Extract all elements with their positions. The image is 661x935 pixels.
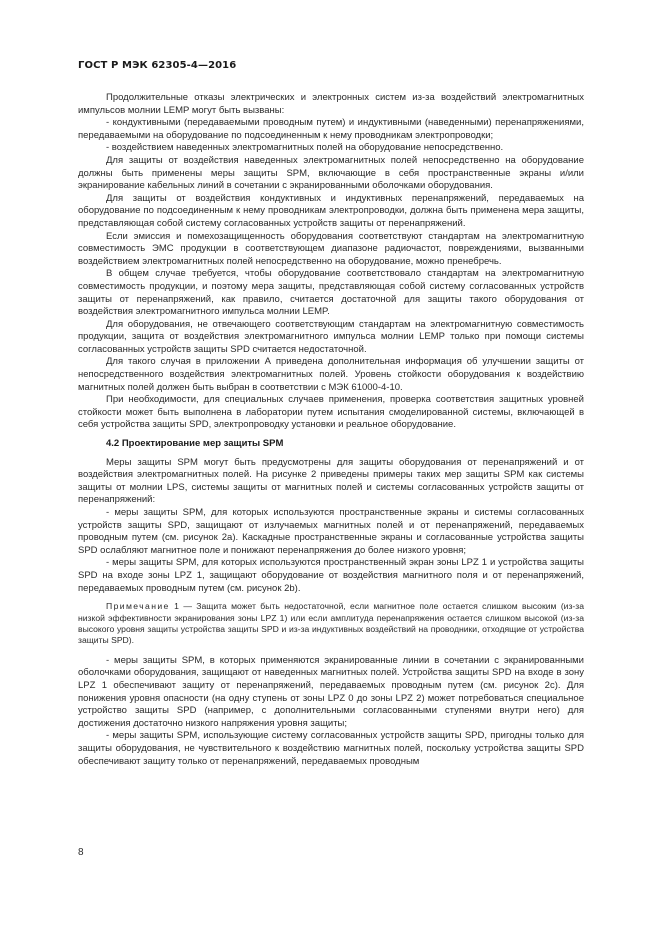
- list-item: - меры защиты SPM, для которых используются пространственные экраны и системы согласованных устройств защиты SPD, защищают от излучаемых магнитных полей и от перенапряжений, передаваемых проводным путем (см. рисунок 2a). Каскадные пространственные экраны и согласованные устройства защиты SPD ослабляют магнитное поле и понижают перенапряжения до более низкого уровня;: [78, 507, 584, 556]
- paragraph: Для защиты от воздействия кондуктивных и индуктивных перенапряжений, передаваемых на оборудование по подсоединенным к нему проводникам электропроводки, должна быть применена мера защиты, представляющая собой систему согласованных устройств защиты от перенапряжений.: [78, 192, 584, 229]
- list-item: - воздействием наведенных электромагнитных полей на оборудование непосредственно.: [106, 142, 504, 154]
- page-number: 8: [78, 847, 84, 858]
- paragraph: Для защиты от воздействия наведенных электромагнитных полей непосредственно на оборудование должны быть применены меры защиты SPM, включающие в себя пространственные экраны и/или экранирование кабельных линий в сочетании с экранированными оболочками оборудования.: [78, 154, 584, 192]
- paragraph: Для оборудования, не отвечающего соответствующим стандартам на электромагнитную совместимость продукции, защита от воздействия электромагнитного импульса молнии LEMP только при помощи системы согласованных устройств защиты SPD считается недостаточной.: [78, 318, 584, 355]
- paragraph: Меры защиты SPM могут быть предусмотрены для защиты оборудования от перенапряжений и от воздействия электромагнитных полей. На рисунке 2 приведены примеры таких мер защиты SPM как системы защиты от молнии LPS, системы защиты от магнитных полей и системы согласованных устройств защиты от перенапряжений:: [78, 456, 584, 506]
- paragraph: В общем случае требуется, чтобы оборудование соответствовало стандартам на электромагнитную совместимость продукции, и поэтому мера защиты, представляющая собой систему согласованных устройств защиты от перенапряжений, как правило, считается достаточной для защиты такого оборудования от воздействия электромагнитного импульса молнии LEMP.: [78, 268, 584, 318]
- note: [78, 601, 584, 647]
- paragraph: При необходимости, для специальных случаев применения, проверка соответствия защитных уровней стойкости может быть выполнена в лаборатории путем испытания смоделированной системы, включающей в себя устройства защиты SPD, электропроводку установки и реальное оборудование.: [78, 394, 584, 431]
- paragraph: Для такого случая в приложении А приведена дополнительная информация об улучшении защиты от непосредственного воздействия электромагнитных полей. Уровень стойкости оборудования к воздействию магнитных полей должен быть выбран в соответствии с МЭК 61000-4-10.: [78, 356, 584, 393]
- note-text: — Защита может быть недостаточной, если магнитное поле остается слишком высоким (из-за низкой эффективности экранирования зоны LPZ 1) или если амплитуда перенапряжения остается слишком высокой (из-за высокого уровня защиты устройства защиты SPD и из-за индуктивных воздействий на проводники, отходящие от устройства защиты SPD).: [78, 601, 584, 646]
- list-item: - меры защиты SPM, для которых используются пространственный экран зоны LPZ 1 и устройства защиты SPD на входе зоны LPZ 1, защищают оборудование от воздействия магнитного поля и от перенапряжений, передаваемых проводным путем (см. рисунок 2b).: [78, 557, 584, 594]
- note-number: 1: [174, 601, 179, 612]
- paragraph: Если эмиссия и помехозащищенность оборудования соответствуют стандартам на электромагнитную совместимость ЭМС продукции в соответствующем диапазоне радиочастот, повреждениями, вызванными воздействием электромагнитных полей непосредственно на оборудование, можно пренебречь.: [78, 230, 584, 267]
- list-item: - меры защиты SPM, использующие систему согласованных устройств защиты SPD, пригодны только для защиты оборудования, не чувствительного к воздействию магнитных полей, поскольку устройства защиты SPD обеспечивают защиту только от перенапряжений, передаваемых проводным: [78, 730, 584, 767]
- list-item: - меры защиты SPM, в которых применяются экранированные линии в сочетании с экранированными оболочками оборудования, защищают от наведенных магнитных полей. Устройства защиты SPD на входе в зону LPZ 1 обеспечивают защиту от перенапряжений, передаваемых проводным путем (см. рисунок 2c). Для понижения уровня опасности (на одну ступень от зоны LPZ 0 до зоны LPZ 2) может потребоваться специальное устройство защиты SPD (например, с дополнительными согласованными ступенями внутри него) для достижения достаточно низкого напряжения уровня защиты;: [78, 654, 584, 729]
- document-body: [78, 92, 584, 768]
- section-heading: 4.2 Проектирование мер защиты SPM: [106, 438, 284, 450]
- note-label: Примечание: [106, 601, 170, 612]
- document-header: ГОСТ Р МЭК 62305-4—2016: [78, 60, 237, 71]
- list-item: - кондуктивными (передаваемыми проводным путем) и индуктивными (наведенными) перенапряжениями, передаваемыми на оборудование по подсоединенным к нему проводникам электропроводки;: [78, 117, 584, 141]
- paragraph: Продолжительные отказы электрических и электронных систем из-за воздействий электромагнитных импульсов молнии LEMP могут быть вызваны:: [78, 92, 584, 116]
